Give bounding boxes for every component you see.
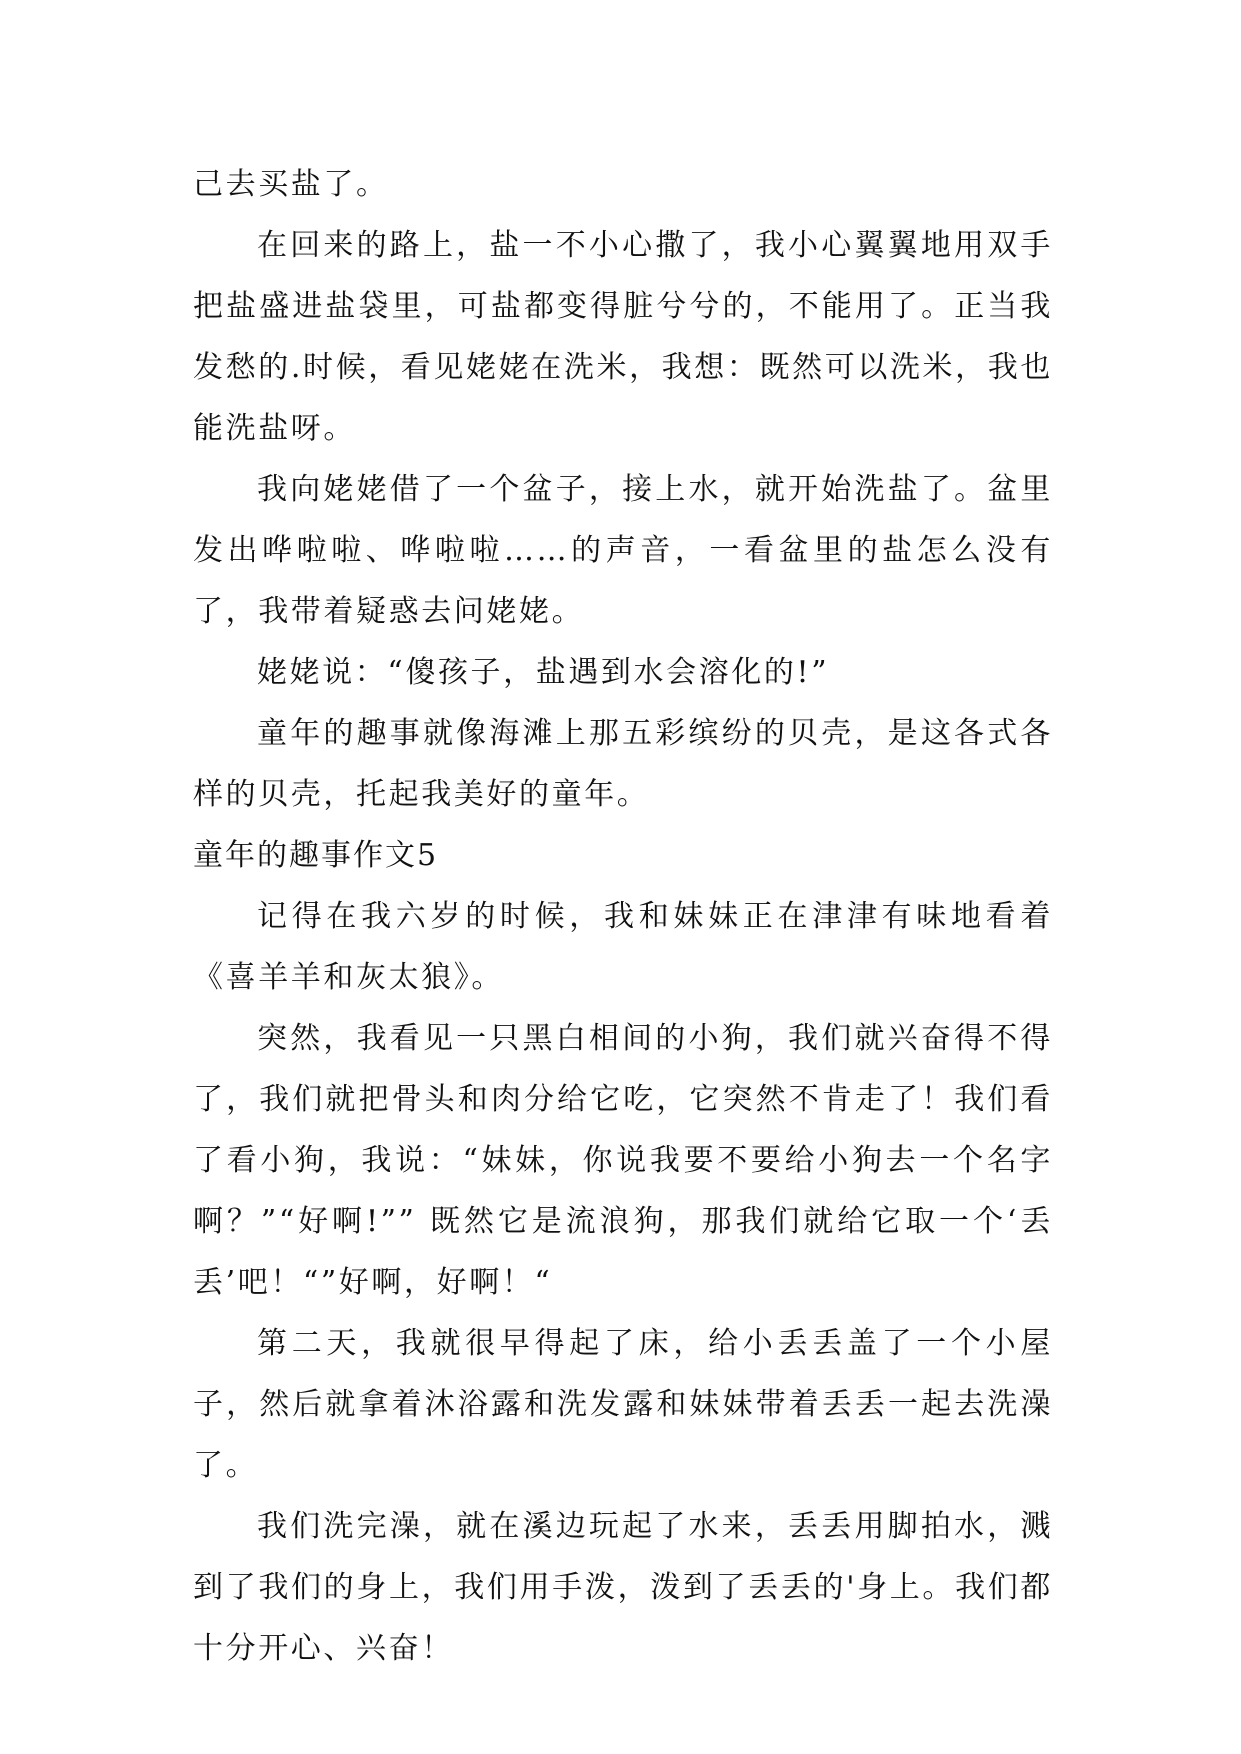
paragraph-age-six: 记得在我六岁的时候，我和妹妹正在津津有味地看着《喜羊羊和灰太狼》。 [193,899,1053,995]
paragraph-washing-salt: 我向姥姥借了一个盆子，接上水，就开始洗盐了。盆里发出哗啦啦、哗啦啦……的声音，一看盆里的盐怎么没有了，我带着疑惑去问姥姥。 [193,472,1053,629]
paragraph-salt-spilled: 在回来的路上，盐一不小心撒了，我小心翼翼地用双手把盐盛进盐袋里，可盐都变得脏兮兮的，不能用了。正当我发愁的.时候，看见姥姥在洗米，我想：既然可以洗米，我也能洗盐呀。 [193,228,1053,446]
document-page [193,154,1053,1679]
paragraph-childhood-shells: 童年的趣事就像海滩上那五彩缤纷的贝壳，是这各式各样的贝壳，托起我美好的童年。 [193,716,1053,812]
paragraph-next-day: 第二天，我就很早得起了床，给小丢丢盖了一个小屋子，然后就拿着沐浴露和洗发露和妹妹带着丢丢一起去洗澡了。 [193,1326,1053,1483]
paragraph-puppy-name: 突然，我看见一只黑白相间的小狗，我们就兴奋得不得了，我们就把骨头和肉分给它吃，它突然不肯走了！我们看了看小狗，我说：“妹妹，你说我要不要给小狗去一个名字啊？”“好啊!”” 既然它是流浪狗，那我们就给它取一个‘丢丢’吧！“”好啊，好啊！“ [193,1021,1053,1300]
paragraph-continuation: 己去买盐了。 [193,167,389,202]
paragraph-grandma-says: 姥姥说：“傻孩子，盐遇到水会溶化的!” [257,655,830,690]
paragraph-water-play: 我们洗完澡，就在溪边玩起了水来，丢丢用脚拍水，溅到了我们的身上，我们用手泼，泼到了丢丢的'身上。我们都十分开心、兴奋！ [193,1509,1053,1666]
essay-heading: 童年的趣事作文5 [193,838,439,873]
